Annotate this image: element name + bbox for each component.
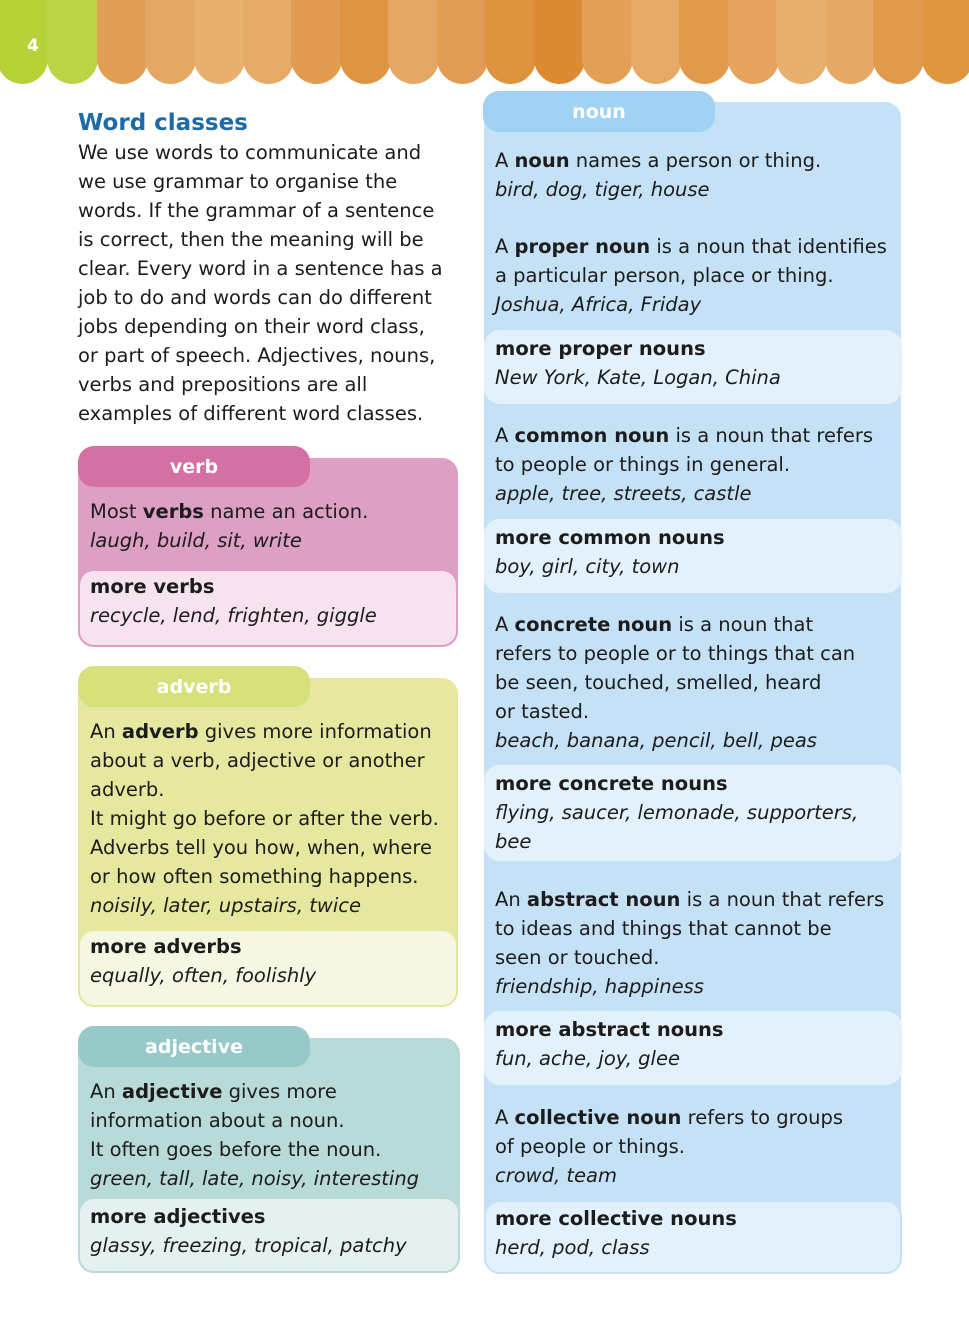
more-concrete-nouns-examples: bee (495, 830, 532, 853)
text: A (495, 613, 515, 636)
more-adverbs-label: more adverbs (90, 935, 242, 958)
text: name an action. (203, 500, 369, 523)
term: adjective (121, 1080, 223, 1103)
more-adverbs-examples: equally, often, foolishly (90, 964, 317, 987)
text: is a noun that refers (669, 424, 874, 447)
banner-scallop (728, 0, 779, 84)
intro-section (78, 110, 458, 428)
term: noun (514, 149, 570, 172)
abstract-noun-line: seen or touched. (495, 946, 660, 969)
adjective-examples: green, tall, late, noisy, interesting (90, 1167, 420, 1190)
intro-line: we use grammar to organise the (78, 170, 398, 193)
common-noun-definition (495, 421, 895, 508)
concrete-noun-line: be seen, touched, smelled, heard (495, 671, 822, 694)
intro-line: is correct, then the meaning will be (78, 228, 424, 251)
proper-noun-examples: Joshua, Africa, Friday (495, 293, 702, 316)
adverb-tab: adverb (78, 666, 310, 707)
intro-paragraph (78, 138, 458, 428)
banner-scallop (0, 0, 48, 84)
banner-scallop (582, 0, 633, 84)
more-adjectives-examples: glassy, freezing, tropical, patchy (90, 1234, 407, 1257)
term: proper noun (514, 235, 651, 258)
text: is a noun that identifies (650, 235, 887, 258)
intro-line: jobs depending on their word class, (78, 315, 425, 338)
proper-noun-line: a particular person, place or thing. (495, 264, 834, 287)
more-concrete-nouns-examples: flying, saucer, lemonade, supporters, (495, 801, 859, 824)
more-verbs-box (78, 569, 458, 647)
common-noun-examples: apple, tree, streets, castle (495, 482, 752, 505)
adverb-line: It might go before or after the verb. (90, 807, 439, 830)
noun-definition (495, 146, 895, 204)
concrete-noun-line: refers to people or to things that can (495, 642, 856, 665)
more-abstract-nouns-label: more abstract nouns (495, 1018, 724, 1041)
more-concrete-nouns-box (484, 765, 902, 861)
adjective-tab: adjective (78, 1026, 310, 1067)
banner-scallop (145, 0, 196, 84)
adverb-card (78, 675, 458, 1007)
term: collective noun (514, 1106, 682, 1129)
adverb-line: or how often something happens. (90, 865, 419, 888)
proper-noun-definition (495, 232, 895, 319)
text: A (495, 235, 515, 258)
banner-scallop (97, 0, 148, 84)
term: verbs (142, 500, 204, 523)
more-proper-nouns-examples: New York, Kate, Logan, China (495, 366, 781, 389)
intro-line: clear. Every word in a sentence has a (78, 257, 443, 280)
collective-noun-examples: crowd, team (495, 1164, 617, 1187)
noun-examples: bird, dog, tiger, house (495, 178, 710, 201)
more-proper-nouns-box (484, 330, 902, 404)
banner-scallop (873, 0, 924, 84)
verb-tab: verb (78, 446, 310, 487)
banner-scallop (485, 0, 536, 84)
more-common-nouns-box (484, 519, 902, 593)
adverb-line: Adverbs tell you how, when, where (90, 836, 432, 859)
verb-examples: laugh, build, sit, write (90, 529, 302, 552)
more-adverbs-box (78, 929, 458, 1007)
more-verbs-examples: recycle, lend, frighten, giggle (90, 604, 377, 627)
intro-line: verbs and prepositions are all (78, 373, 368, 396)
concrete-noun-line: or tasted. (495, 700, 590, 723)
banner-scallop (388, 0, 439, 84)
adverb-definition (90, 717, 439, 920)
intro-line: examples of different word classes. (78, 402, 424, 425)
adverb-line: about a verb, adjective or another (90, 749, 425, 772)
term: concrete noun (514, 613, 673, 636)
more-collective-nouns-label: more collective nouns (495, 1207, 737, 1230)
text: names a person or thing. (569, 149, 822, 172)
more-common-nouns-label: more common nouns (495, 526, 725, 549)
adverb-line: adverb. (90, 778, 165, 801)
intro-line: words. If the grammar of a sentence (78, 199, 435, 222)
header-banner (0, 0, 969, 84)
intro-line: We use words to communicate and (78, 141, 422, 164)
common-noun-line: to people or things in general. (495, 453, 791, 476)
more-collective-nouns-box (484, 1200, 902, 1274)
banner-scallop (291, 0, 342, 84)
abstract-noun-line: to ideas and things that cannot be (495, 917, 832, 940)
more-abstract-nouns-box (484, 1011, 902, 1085)
text: A (495, 149, 515, 172)
more-adjectives-box (78, 1197, 460, 1273)
banner-scallop (679, 0, 730, 84)
abstract-noun-definition (495, 885, 895, 1001)
adverb-examples: noisily, later, upstairs, twice (90, 894, 361, 917)
banner-scallop (243, 0, 294, 84)
collective-noun-line: of people or things. (495, 1135, 685, 1158)
banner-scallop (776, 0, 827, 84)
banner-scallop (437, 0, 488, 84)
verb-definition (90, 497, 368, 555)
page-number: 4 (27, 36, 39, 56)
text: An (90, 1080, 122, 1103)
text: refers to groups (681, 1106, 844, 1129)
page-title: Word classes (78, 110, 248, 136)
noun-tab: noun (483, 91, 715, 132)
collective-noun-definition (495, 1103, 895, 1190)
text: A (495, 1106, 515, 1129)
more-proper-nouns-label: more proper nouns (495, 337, 706, 360)
term: common noun (514, 424, 670, 447)
text: A (495, 424, 515, 447)
intro-line: or part of speech. Adjectives, nouns, (78, 344, 436, 367)
abstract-noun-examples: friendship, happiness (495, 975, 704, 998)
adjective-definition (90, 1077, 419, 1193)
text: Most (90, 500, 143, 523)
more-verbs-label: more verbs (90, 575, 215, 598)
banner-scallop (340, 0, 391, 84)
verb-card (78, 455, 458, 647)
more-collective-nouns-examples: herd, pod, class (495, 1236, 650, 1259)
more-adjectives-label: more adjectives (90, 1205, 266, 1228)
adjective-line: information about a noun. (90, 1109, 345, 1132)
intro-line: job to do and words can do different (78, 286, 432, 309)
banner-scallop (825, 0, 876, 84)
banner-scallop (47, 0, 98, 84)
banner-scallop (534, 0, 585, 84)
adjective-card (78, 1035, 460, 1273)
term: adverb (121, 720, 199, 743)
banner-scallop (631, 0, 682, 84)
text: is a noun that (672, 613, 814, 636)
more-concrete-nouns-label: more concrete nouns (495, 772, 728, 795)
adjective-line: It often goes before the noun. (90, 1138, 382, 1161)
text: gives more (222, 1080, 337, 1103)
more-abstract-nouns-examples: fun, ache, joy, glee (495, 1047, 680, 1070)
text: gives more information (198, 720, 432, 743)
text: is a noun that refers (680, 888, 885, 911)
banner-scallop (194, 0, 245, 84)
text: An (90, 720, 122, 743)
concrete-noun-examples: beach, banana, pencil, bell, peas (495, 729, 817, 752)
concrete-noun-definition (495, 610, 895, 755)
text: An (495, 888, 527, 911)
banner-scallop (922, 0, 969, 84)
more-common-nouns-examples: boy, girl, city, town (495, 555, 680, 578)
term: abstract noun (526, 888, 681, 911)
